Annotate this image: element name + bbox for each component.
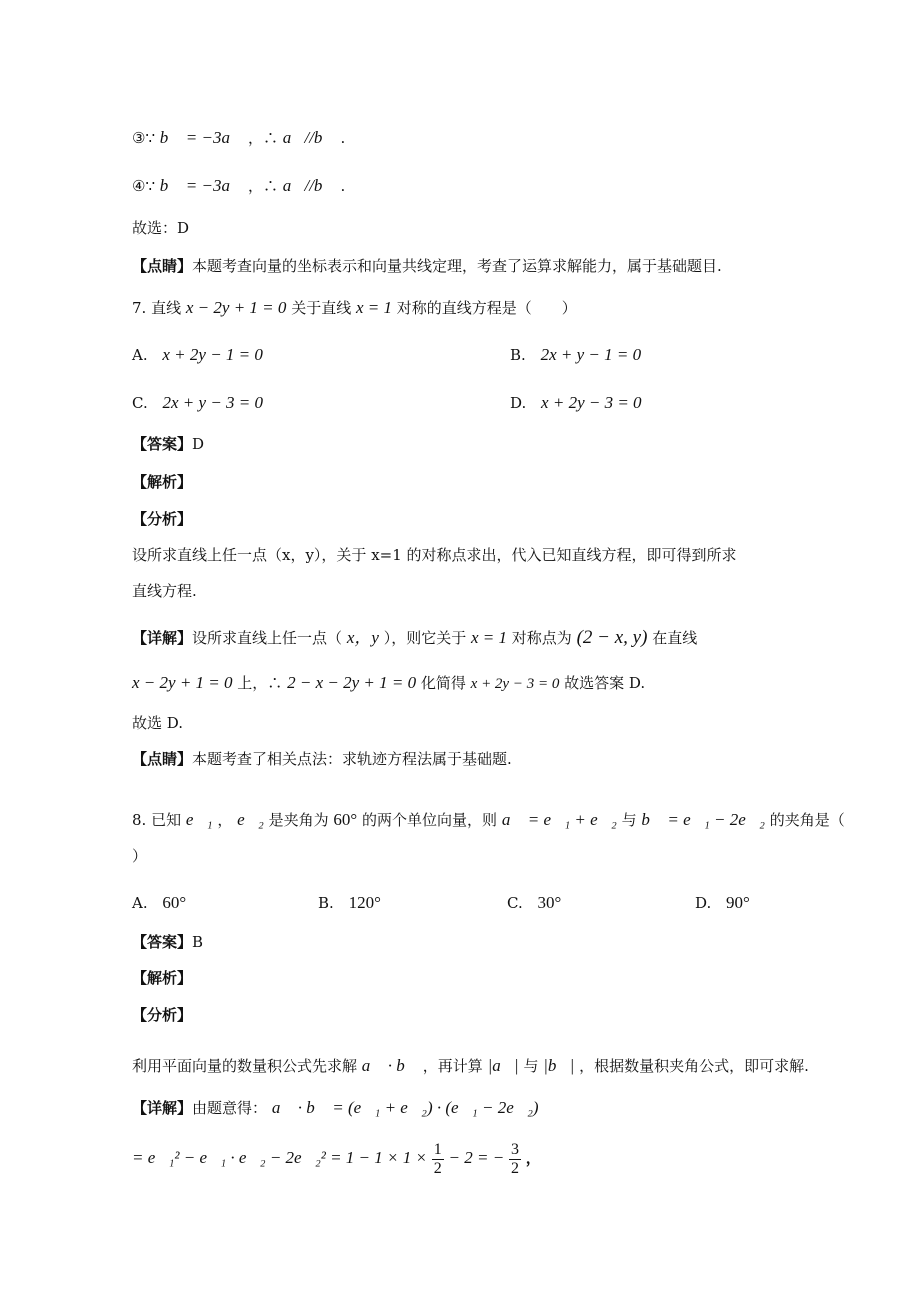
q8-stem-close: ） [132,847,148,865]
q8-calc-fraction-1-denominator: 2 [433,1159,442,1177]
q8-number: 8. [132,811,147,829]
q8-option-d [695,893,750,913]
q7-detail-text-3: 对称点为 [511,629,572,647]
q7-detail2-math-1: x − 2y + 1 = 0 [132,673,233,692]
q8-text-6: 的夹角是（ [769,811,845,829]
q7-jiexi-heading: 【解析】 [132,473,193,491]
q8-calc-fraction-1-numerator: 1 [433,1140,442,1158]
q7-detail2-text-1: 上，∴ [237,674,283,692]
step-3-end: . [340,129,346,147]
q8-option-d-math: 90° [726,893,750,912]
comment-2-tag: 【点睛】 [132,750,193,768]
step-4-end: . [340,177,346,195]
q8-text-1: 已知 [151,811,182,829]
q7-option-c [132,393,263,413]
q8-calc-line [132,1140,541,1178]
q8-answer: B [192,933,204,951]
q8-option-d-label: D. [695,894,712,912]
q8-calc-fraction-2 [509,1141,521,1178]
q8-math-3: 60° [333,810,358,829]
q7-option-c-math: 2x + y − 3 = 0 [162,393,264,412]
q7-detail2-text-3: 故选答案 D. [564,674,646,692]
step-3-conclusion: a⃗//b⃗ [282,128,336,147]
q8-text-5: 与 [621,811,637,829]
q8-analysis-text-4: ，根据数量积夹角公式，即可求解. [579,1057,809,1075]
q8-detail-math-1: a⃗ · b⃗ = (e⃗₁ + e⃗₂) · (e⃗₁ − 2e⃗₂) [271,1098,539,1117]
choose-line-1: 故选：D [132,219,190,237]
q8-option-a-math: 60° [162,893,187,912]
q8-calc-fraction-2-denominator: 2 [510,1159,519,1177]
q7-detail2-text-2: 化简得 [420,674,466,692]
q7-detail-text-2: ），则它关于 [383,629,467,647]
q8-option-b [318,893,381,913]
q8-option-b-label: B. [318,894,334,912]
q8-option-c-label: C. [507,894,523,912]
q8-analysis-text-2: ，再计算 [422,1057,483,1075]
step-4-math: b⃗ = −3a⃗ [159,176,244,195]
q7-number: 7. [132,299,147,317]
q8-math-5: b⃗ = e⃗₁ − 2e⃗₂ [641,810,765,829]
q7-answer-line [132,434,204,454]
question-8-stem [132,810,845,830]
question-7-stem [132,298,577,318]
q7-text-1: 直线 [151,299,182,317]
q7-analysis-line-2: 直线方程. [132,582,197,600]
q8-math-1: e⃗₁ [185,810,213,829]
q8-math-2: e⃗₂ [237,810,264,829]
comment-1-text: 本题考查向量的坐标表示和向量共线定理，考查了运算求解能力，属于基础题目. [192,257,722,275]
step-3-sep: ，∴ [247,129,278,147]
q7-option-b-label: B. [510,346,526,364]
q7-math-1: x − 2y + 1 = 0 [185,298,287,317]
q7-detail-math-2: x = 1 [470,628,508,647]
q8-option-b-math: 120° [348,893,381,912]
q8-detail-tag: 【详解】 [132,1099,193,1117]
step-4-conclusion: a⃗//b⃗ [282,176,336,195]
q7-option-d-math: x + 2y − 3 = 0 [541,393,642,412]
q8-text-4: 的两个单位向量，则 [362,811,498,829]
comment-line-2 [132,749,512,769]
q8-analysis-math-3: |b⃗| [543,1056,575,1075]
q7-detail-math-3: (2 − x, y) [576,627,648,648]
line-step-3 [132,128,345,148]
comment-1-tag: 【点睛】 [132,257,193,275]
q8-calc-end: ， [525,1149,541,1167]
q8-text-2: ， [217,811,233,829]
q8-text-3: 是夹角为 [268,811,329,829]
choose-line-2: 故选 D. [132,714,184,732]
q8-analysis-math-1: a⃗ · b⃗ [361,1056,418,1075]
q7-option-b-math: 2x + y − 1 = 0 [540,345,642,364]
q7-fenxi-heading: 【分析】 [132,510,193,528]
q7-detail-tag: 【详解】 [132,629,193,647]
q7-option-a [132,345,263,365]
q8-analysis-math-2: |a⃗| [487,1056,519,1075]
q7-detail-line-1 [132,628,697,648]
q7-detail-text-1: 设所求直线上任一点（ [192,629,343,647]
q7-detail-text-4: 在直线 [652,629,698,647]
q7-answer-tag: 【答案】 [132,435,193,453]
q7-option-b [510,345,641,365]
q8-option-a [132,893,186,913]
q7-detail-line-2 [132,673,645,694]
q8-math-4: a⃗ = e⃗₁ + e⃗₂ [501,810,617,829]
q8-calc-fraction-1 [432,1141,444,1178]
q8-option-c [507,893,561,913]
q8-answer-line [132,932,203,952]
q8-detail-text-1: 由题意得： [192,1099,268,1117]
q8-option-a-label: A. [132,894,148,912]
q7-analysis-line-1: 设所求直线上任一点（x，y），关于 x=1 的对称点求出，代入已知直线方程，即可得到所求 [132,546,737,564]
q8-answer-tag: 【答案】 [132,933,193,951]
step-4-prefix: ④∵ [132,177,155,195]
q7-option-a-math: x + 2y − 1 = 0 [162,345,263,364]
q8-calc-math-2: − 2 = − [448,1148,505,1167]
q7-detail2-math-3: x + 2y − 3 = 0 [470,676,560,692]
step-3-prefix: ③∵ [132,129,155,147]
q8-option-c-math: 30° [537,893,562,912]
q8-fenxi-heading: 【分析】 [132,1006,193,1024]
q7-option-d [510,393,642,413]
q8-analysis-text-3: 与 [523,1057,539,1075]
q7-detail2-math-2: 2 − x − 2y + 1 = 0 [287,673,417,692]
line-step-4 [132,176,345,196]
q8-calc-math-1: = e⃗₁² − e⃗₁ · e⃗₂ − 2e⃗₂² = 1 − 1 × 1 × [132,1148,427,1167]
q8-jiexi-heading: 【解析】 [132,969,193,987]
q7-option-a-label: A. [132,346,148,364]
q8-calc-fraction-2-numerator: 3 [510,1140,519,1158]
q7-detail-math-1: x，y [346,628,379,647]
q7-answer: D [192,435,205,453]
q8-detail-line-1 [132,1098,539,1118]
step-4-sep: ，∴ [247,177,278,195]
comment-2-text: 本题考查了相关点法：求轨迹方程法属于基础题. [192,750,512,768]
q7-text-2: 关于直线 [291,299,352,317]
q7-math-2: x = 1 [355,298,393,317]
q7-option-c-label: C. [132,394,148,412]
comment-line-1 [132,256,722,276]
q8-analysis-line [132,1056,809,1076]
q7-text-3: 对称的直线方程是（ ） [396,299,577,317]
step-3-math: b⃗ = −3a⃗ [159,128,244,147]
q8-analysis-text-1: 利用平面向量的数量积公式先求解 [132,1057,358,1075]
q7-option-d-label: D. [510,394,527,412]
